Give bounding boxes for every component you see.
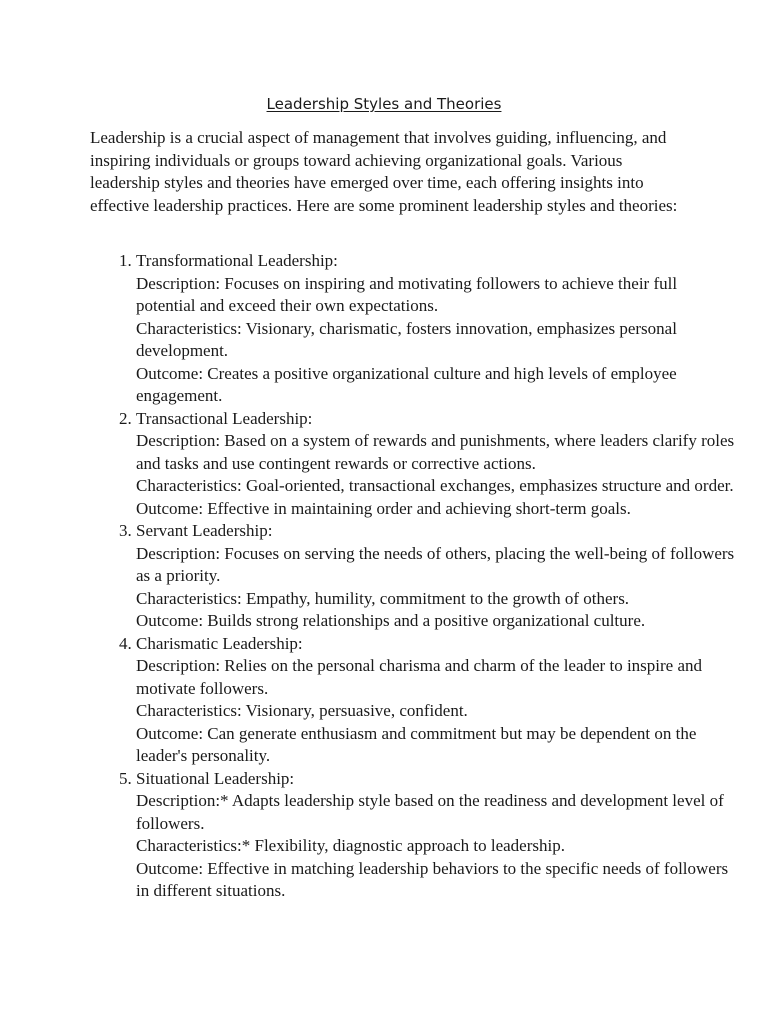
- list-item: [136, 250, 736, 408]
- style-name: 4. Charismatic Leadership:: [136, 633, 303, 653]
- style-characteristics: Characteristics: Empathy, humility, commitment to the growth of others.: [136, 588, 630, 608]
- style-description: Description: Based on a system of rewards and punishments, where leaders clarify roles and tasks and use contingent rewards or corrective actions.: [136, 431, 735, 473]
- style-description: Description:* Adapts leadership style based on the readiness and development level of followers.: [136, 791, 724, 833]
- intro-paragraph: Leadership is a crucial aspect of management that involves guiding, influencing, and inspiring individuals or groups toward achieving organizational goals. Various leadership styles and theories have emerged over time, each offering insights into effective leadership practices. Here are some prominent leadership styles and theories:: [90, 128, 678, 215]
- style-outcome: Outcome: Can generate enthusiasm and commitment but may be dependent on the leader's personality.: [136, 723, 697, 765]
- leadership-styles-list: [90, 250, 736, 903]
- list-item: [136, 768, 736, 903]
- style-description: Description: Focuses on serving the needs of others, placing the well-being of followers as a priority.: [136, 543, 735, 585]
- style-outcome: Outcome: Builds strong relationships and a positive organizational culture.: [136, 611, 646, 630]
- style-name: 5. Situational Leadership:: [136, 768, 295, 788]
- style-name: 3. Servant Leadership:: [136, 521, 273, 540]
- style-characteristics: Characteristics: Goal-oriented, transactional exchanges, emphasizes structure and order.: [136, 476, 734, 495]
- style-characteristics: Characteristics: Visionary, charismatic, fosters innovation, emphasizes personal development.: [136, 318, 677, 360]
- list-item: [136, 408, 736, 521]
- style-outcome: Outcome: Effective in matching leadership behaviors to the specific needs of followers in different situations.: [136, 858, 729, 900]
- style-outcome: Outcome: Creates a positive organizational culture and high levels of employee engagement.: [136, 363, 677, 405]
- style-description: Description: Focuses on inspiring and motivating followers to achieve their full potential and exceed their own expectations.: [136, 273, 678, 315]
- style-name: 1. Transformational Leadership:: [136, 251, 338, 270]
- style-description: Description: Relies on the personal charisma and charm of the leader to inspire and motivate followers.: [136, 656, 703, 698]
- style-outcome: Outcome: Effective in maintaining order and achieving short-term goals.: [136, 498, 631, 518]
- style-characteristics: Characteristics: Visionary, persuasive, confident.: [136, 701, 468, 720]
- style-name: 2. Transactional Leadership:: [136, 408, 313, 428]
- style-characteristics: Characteristics:* Flexibility, diagnostic approach to leadership.: [136, 836, 565, 855]
- list-item: [136, 633, 736, 768]
- list-item: [136, 520, 736, 633]
- document-title: Leadership Styles and Theories: [266, 95, 502, 113]
